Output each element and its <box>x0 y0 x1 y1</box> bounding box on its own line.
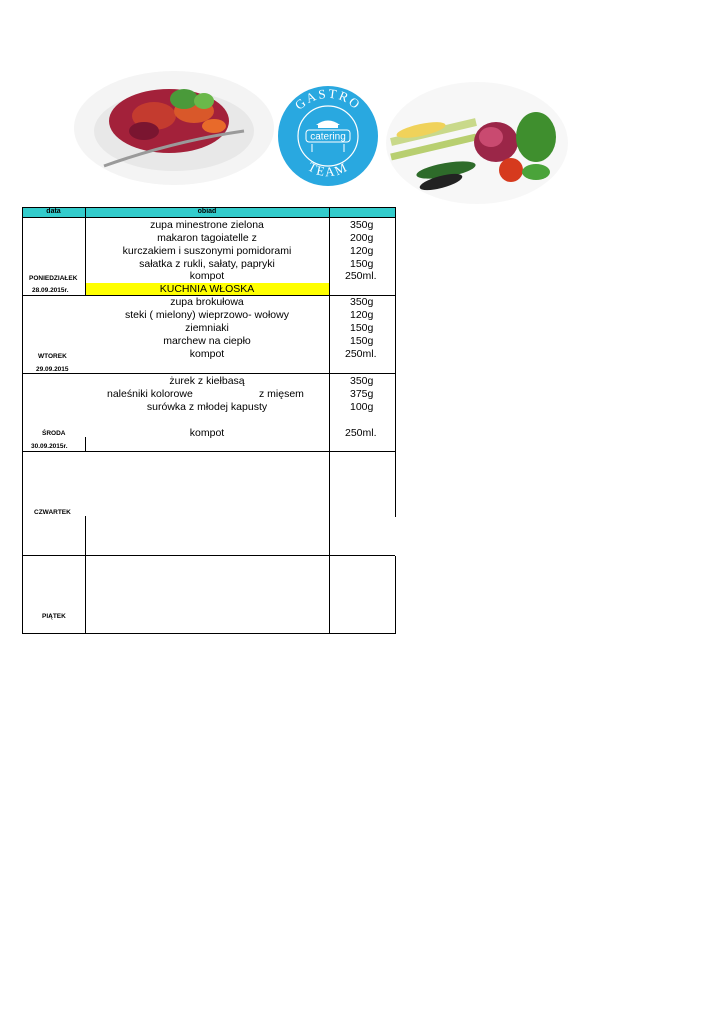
portion-weight: 120g <box>350 245 374 257</box>
dish-item: żurek z kiełbasą <box>169 375 245 387</box>
dish-item: surówka z młodej kapusty <box>146 401 268 413</box>
portion-weight: 100g <box>350 401 374 413</box>
portion-weight: 250ml. <box>345 270 377 282</box>
day-name: PONIEDZIAŁEK <box>29 275 78 282</box>
portion-weight: 375g <box>350 388 374 400</box>
portion-weight: 150g <box>350 335 374 347</box>
dish-item: zupa minestrone zielona <box>150 219 264 231</box>
row-divider <box>22 451 395 452</box>
portion-weight: 250ml. <box>345 348 377 360</box>
table-right-border <box>395 556 396 634</box>
portion-weight: 150g <box>350 258 374 270</box>
table-border-bottom <box>22 633 395 634</box>
dish-item: marchew na ciepło <box>163 335 251 347</box>
dish-item: z mięsem <box>259 388 304 400</box>
weight-column-header <box>329 207 395 217</box>
day-name: WTOREK <box>38 353 67 360</box>
day-date: 30.09.2015r. <box>31 443 68 450</box>
dish-item: sałatka z rukli, sałaty, papryki <box>139 258 275 270</box>
table-header-bottom <box>22 217 395 218</box>
day-name: PIĄTEK <box>42 613 66 620</box>
date-column-divider <box>85 516 86 556</box>
portion-weight: 250ml. <box>345 427 377 439</box>
logo-top-text: GASTRO <box>291 85 365 113</box>
lunch-column-header: obiad <box>85 207 329 217</box>
table-right-border <box>395 207 396 517</box>
weight-column-divider <box>329 207 330 634</box>
portion-weight: 200g <box>350 232 374 244</box>
dish-item: kompot <box>189 348 225 360</box>
dish-item: kompot <box>189 270 225 282</box>
dish-item: zupa brokułowa <box>170 296 244 308</box>
dish-item: naleśniki kolorowe <box>107 388 193 400</box>
date-column-header: data <box>22 207 85 217</box>
dish-item: kurczakiem i suszonymi pomidorami <box>122 245 292 257</box>
day-date: 28.09.2015r. <box>32 287 69 294</box>
portion-weight: 120g <box>350 309 374 321</box>
portion-weight: 350g <box>350 296 374 308</box>
dish-item: kompot <box>189 427 225 439</box>
table-left-border <box>22 207 23 634</box>
portion-weight: 350g <box>350 375 374 387</box>
vegetables-photo <box>386 82 568 204</box>
day-name: CZWARTEK <box>34 509 71 516</box>
salad-photo <box>74 71 274 186</box>
dish-item: makaron tagoiatelle z <box>157 232 257 244</box>
gastro-team-logo <box>276 84 380 188</box>
portion-weight: 350g <box>350 219 374 231</box>
dish-item: ziemniaki <box>185 322 229 334</box>
cuisine-theme: KUCHNIA WŁOSKA <box>159 283 255 295</box>
row-divider <box>22 555 395 556</box>
day-name: ŚRODA <box>42 430 66 437</box>
logo-bottom-text: TEAM <box>305 158 351 180</box>
table-border-top <box>22 207 395 208</box>
logo-center-text: catering <box>310 131 346 143</box>
day-date: 29.09.2015 <box>36 366 69 373</box>
row-divider <box>22 373 395 374</box>
date-column-divider <box>85 556 86 634</box>
dish-item: steki ( mielony) wieprzowo- wołowy <box>125 309 289 321</box>
portion-weight: 150g <box>350 322 374 334</box>
